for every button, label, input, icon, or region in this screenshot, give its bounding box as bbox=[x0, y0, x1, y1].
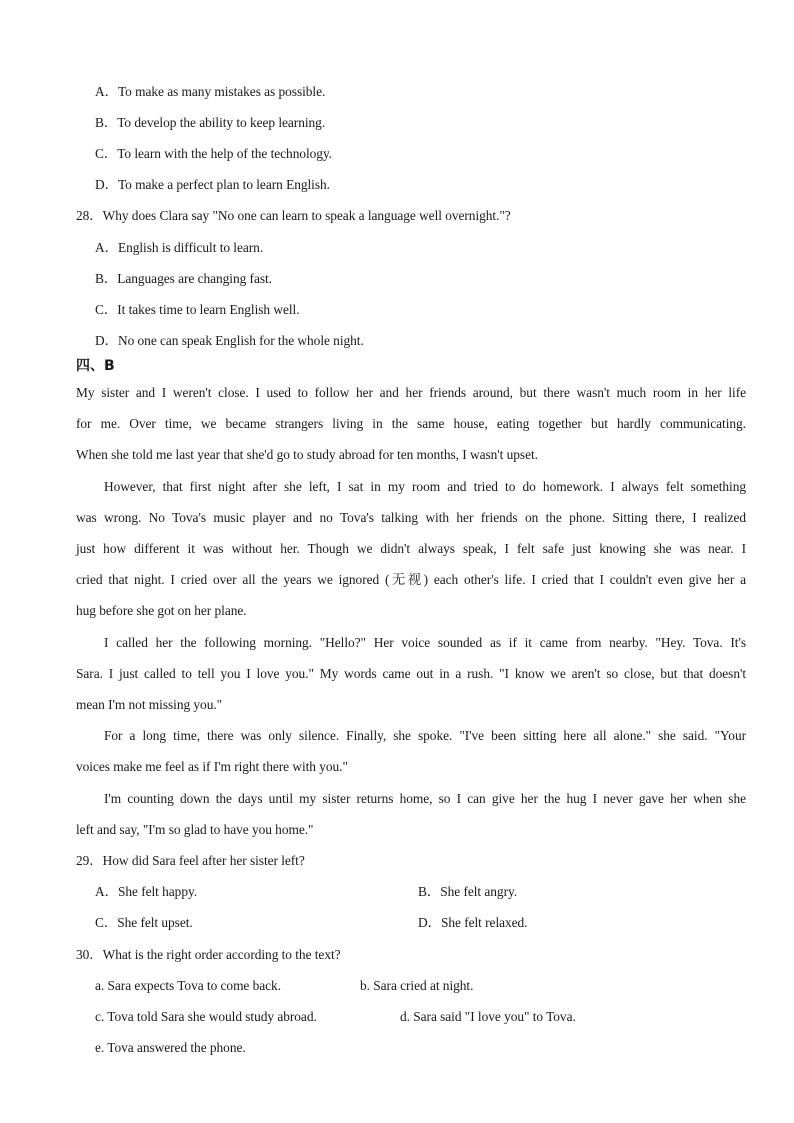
q27-option-b: B．To develop the ability to keep learning. bbox=[95, 115, 326, 130]
q27-option-a: A．To make as many mistakes as possible. bbox=[95, 84, 326, 99]
passage-line: cried that night. I cried over all the years we ignored (无视) each other's life. I cried that I couldn't even give her a bbox=[76, 572, 746, 587]
q30-event-d: d. Sara said "I love you" to Tova. bbox=[400, 1009, 576, 1024]
q30-event-b: b. Sara cried at night. bbox=[360, 978, 474, 993]
q27-option-c: C．To learn with the help of the technology. bbox=[95, 146, 333, 161]
q30-event-c: c. Tova told Sara she would study abroad. bbox=[95, 1009, 317, 1024]
passage-line: voices make me feel as if I'm right there with you." bbox=[76, 759, 348, 774]
q30-question: 30．What is the right order according to the text? bbox=[76, 947, 341, 962]
passage-line: for me. Over time, we became strangers living in the same house, eating together but hardly communicating. bbox=[76, 416, 746, 431]
q30-event-e: e. Tova answered the phone. bbox=[95, 1040, 246, 1055]
passage-line: I called her the following morning. "Hello?" Her voice sounded as if it came from nearby. "Hey. Tova. It's bbox=[104, 635, 746, 650]
passage-line: left and say, "I'm so glad to have you home." bbox=[76, 822, 314, 837]
q28-option-c: C．It takes time to learn English well. bbox=[95, 302, 300, 317]
passage-line: When she told me last year that she'd go to study abroad for ten months, I wasn't upset. bbox=[76, 447, 538, 462]
passage-line: I'm counting down the days until my sister returns home, so I can give her the hug I never gave her when she bbox=[104, 791, 746, 806]
q29-option-c: C．She felt upset. bbox=[95, 915, 193, 930]
q29-option-a: A．She felt happy. bbox=[95, 884, 198, 899]
q29-question: 29．How did Sara feel after her sister left? bbox=[76, 853, 305, 868]
passage-line: However, that first night after she left, I sat in my room and tried to do homework. I always felt something bbox=[104, 479, 746, 494]
q28-option-b: B．Languages are changing fast. bbox=[95, 271, 272, 286]
q28-option-a: A．English is difficult to learn. bbox=[95, 240, 264, 255]
q29-option-d: D．She felt relaxed. bbox=[418, 915, 528, 930]
q29-option-b: B．She felt angry. bbox=[418, 884, 518, 899]
passage-line: hug before she got on her plane. bbox=[76, 603, 247, 618]
q30-event-a: a. Sara expects Tova to come back. bbox=[95, 978, 281, 993]
passage-line: was wrong. No Tova's music player and no Tova's talking with her friends on the phone. Sitting there, I realized bbox=[76, 510, 746, 525]
passage-line: mean I'm not missing you." bbox=[76, 697, 223, 712]
passage-line: My sister and I weren't close. I used to follow her and her friends around, but there wasn't much room in her life bbox=[76, 385, 746, 400]
q28-question: 28．Why does Clara say "No one can learn to speak a language well overnight."? bbox=[76, 208, 511, 223]
q28-option-d: D．No one can speak English for the whole night. bbox=[95, 333, 364, 348]
q27-option-d: D．To make a perfect plan to learn English. bbox=[95, 177, 330, 192]
passage-line: just how different it was without her. Though we didn't always speak, I felt safe just knowing she was near. I bbox=[76, 541, 746, 556]
passage-line: Sara. I just called to tell you I love you." My words came out in a rush. "I know we aren't so close, but that doesn't bbox=[76, 666, 746, 681]
section-heading: 四、B bbox=[76, 358, 115, 374]
passage-line: For a long time, there was only silence. Finally, she spoke. "I've been sitting here all alone." she said. "Your bbox=[104, 728, 746, 743]
